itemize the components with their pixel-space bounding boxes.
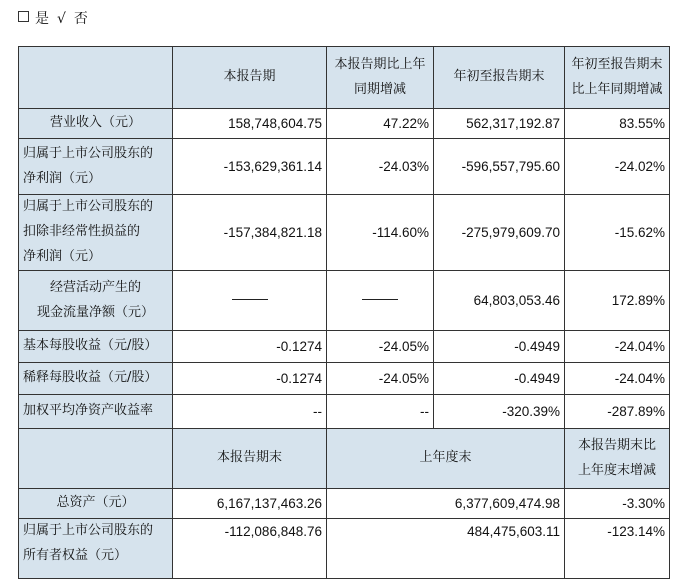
cell-value: -24.02% [565, 139, 670, 195]
cell-value: -0.1274 [173, 363, 327, 395]
header-ytd: 年初至报告期末 [434, 47, 565, 109]
cell-value: -114.60% [327, 195, 434, 271]
cell-value: -- [327, 395, 434, 429]
cell-value: -24.04% [565, 363, 670, 395]
cell-value: -0.4949 [434, 331, 565, 363]
cell-value: -24.04% [565, 331, 670, 363]
cell-value: -153,629,361.14 [173, 139, 327, 195]
cell-value: 6,167,137,463.26 [173, 489, 327, 519]
cell-value: 47.22% [327, 109, 434, 139]
cell-value: 83.55% [565, 109, 670, 139]
checkmark: √ [57, 11, 66, 27]
cell-value: -0.1274 [173, 331, 327, 363]
cell-value: -15.62% [565, 195, 670, 271]
row-label-roe: 加权平均净资产收益率 [19, 395, 173, 429]
table-row [19, 109, 670, 139]
header-prior-year-end: 上年度末 [327, 429, 565, 489]
header-row-2 [19, 429, 670, 489]
cell-value: 64,803,053.46 [434, 271, 565, 331]
cell-value: -157,384,821.18 [173, 195, 327, 271]
table-row [19, 271, 670, 331]
cell-value: -320.39% [434, 395, 565, 429]
table-row [19, 489, 670, 519]
dash-line [362, 299, 398, 300]
row-label-basic-eps: 基本每股收益（元/股） [19, 331, 173, 363]
cell-value: 484,475,603.11 [327, 519, 565, 579]
cell-value: -112,086,848.76 [173, 519, 327, 579]
financial-indicators-table [18, 46, 670, 579]
header-current-yoy: 本报告期比上年 同期增减 [327, 47, 434, 109]
cell-value: -596,557,795.60 [434, 139, 565, 195]
table-row [19, 139, 670, 195]
header-ytd-yoy: 年初至报告期末 比上年同期增减 [565, 47, 670, 109]
header-period-end: 本报告期末 [173, 429, 327, 489]
cell-value: -287.89% [565, 395, 670, 429]
option-no: 否 [73, 11, 88, 27]
header-blank [19, 47, 173, 109]
cell-value: -- [173, 395, 327, 429]
option-yes: 是 [35, 11, 49, 27]
cell-value: -24.03% [327, 139, 434, 195]
row-label-equity: 归属于上市公司股东的 所有者权益（元） [19, 519, 173, 579]
cell-value: 6,377,609,474.98 [327, 489, 565, 519]
row-label-total-assets: 总资产（元） [19, 489, 173, 519]
cell-value: 158,748,604.75 [173, 109, 327, 139]
row-label-cash-flow: 经营活动产生的 现金流量净额（元） [19, 271, 173, 331]
header-blank [19, 429, 173, 489]
row-label-diluted-eps: 稀释每股收益（元/股） [19, 363, 173, 395]
cell-value: -0.4949 [434, 363, 565, 395]
cell-value: -275,979,609.70 [434, 195, 565, 271]
cell-value: -3.30% [565, 489, 670, 519]
table-row [19, 519, 670, 579]
table-row [19, 195, 670, 271]
table-row [19, 331, 670, 363]
table-row [19, 395, 670, 429]
header-row [19, 47, 670, 109]
dash-line [232, 299, 268, 300]
header-current-period: 本报告期 [173, 47, 327, 109]
header-period-end-change: 本报告期末比 上年度末增减 [565, 429, 670, 489]
cell-value: 562,317,192.87 [434, 109, 565, 139]
row-label-revenue: 营业收入（元） [19, 109, 173, 139]
row-label-net-profit-deducted: 归属于上市公司股东的 扣除非经常性损益的 净利润（元） [19, 195, 173, 271]
shareholder-type-line [18, 8, 96, 28]
cell-dash [173, 271, 327, 331]
cell-dash [327, 271, 434, 331]
table-row [19, 363, 670, 395]
cell-value: -24.05% [327, 331, 434, 363]
checkbox-empty-icon [18, 11, 29, 22]
cell-value: -123.14% [565, 519, 670, 579]
cell-value: -24.05% [327, 363, 434, 395]
cell-value: 172.89% [565, 271, 670, 331]
row-label-net-profit: 归属于上市公司股东的 净利润（元） [19, 139, 173, 195]
